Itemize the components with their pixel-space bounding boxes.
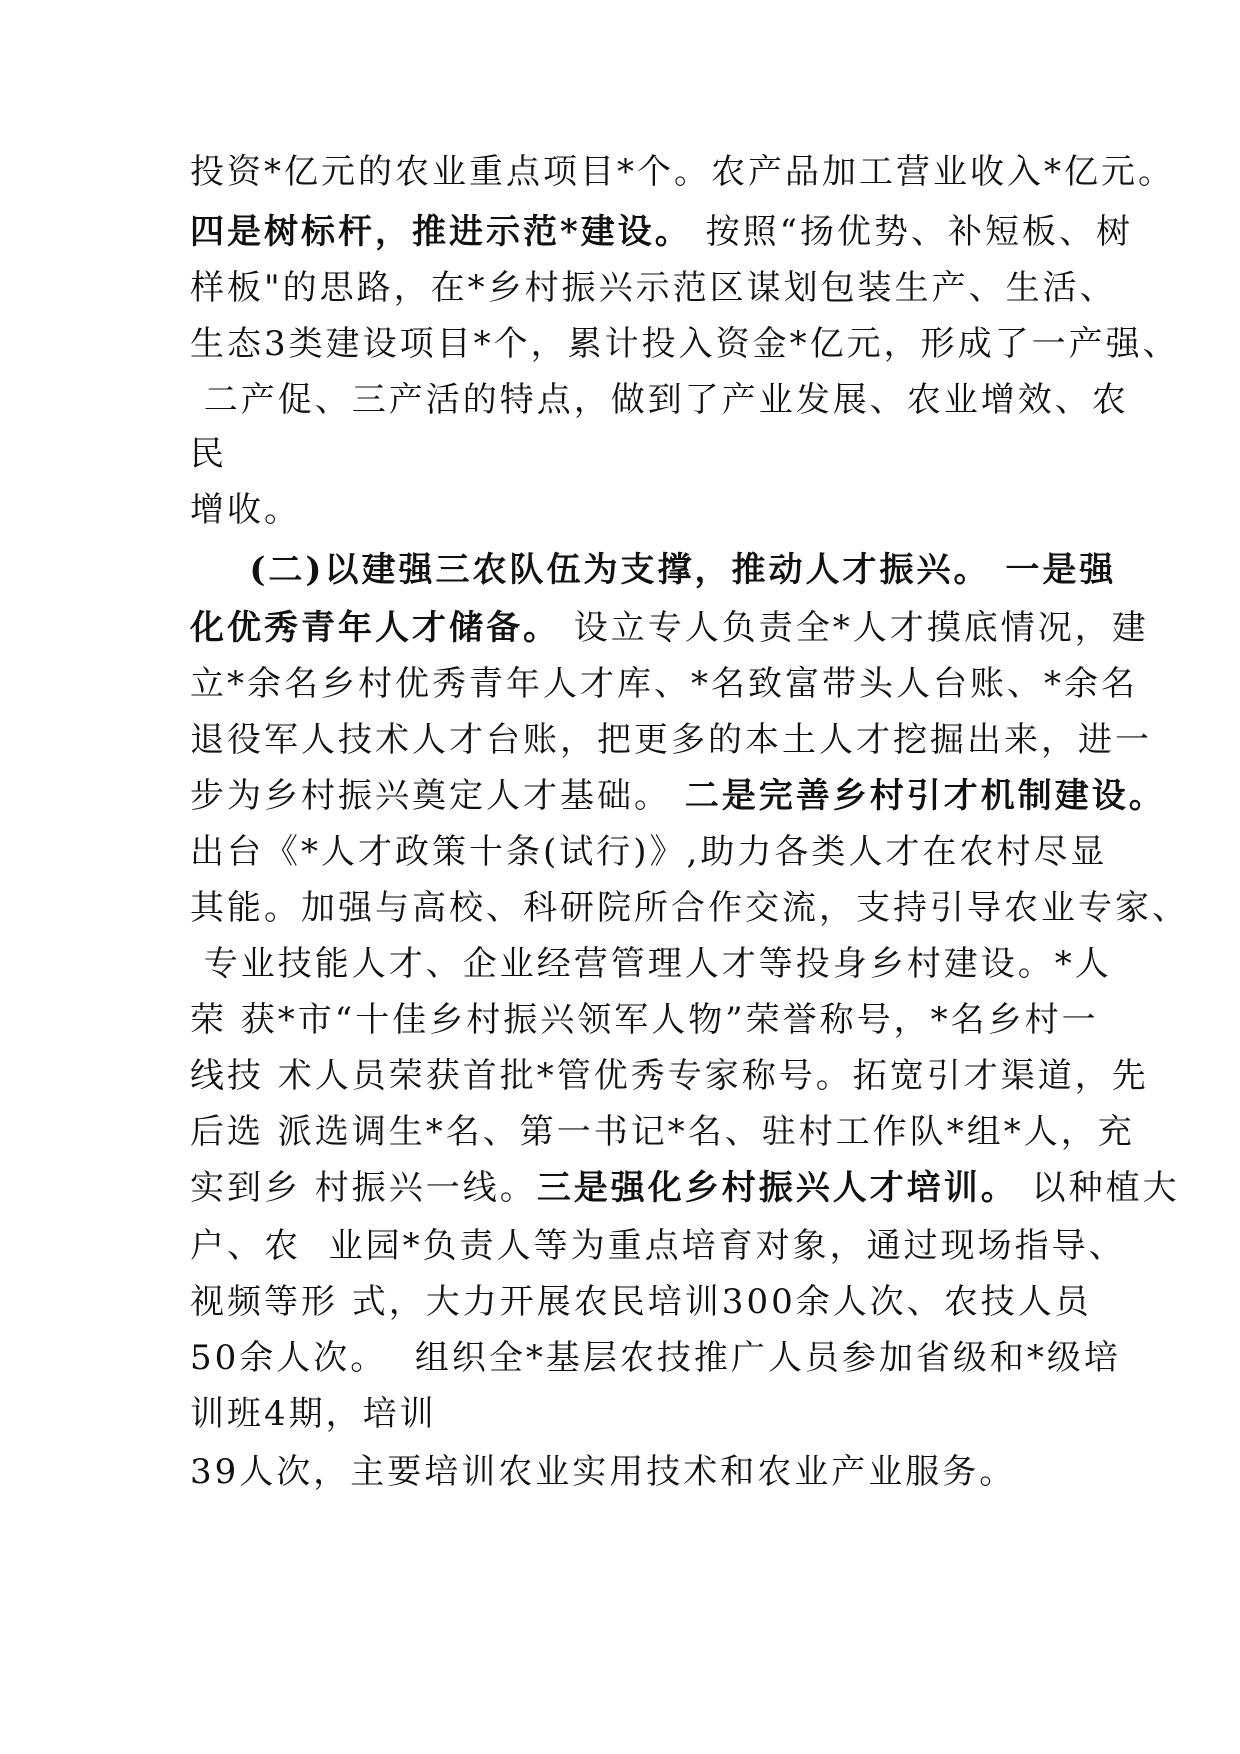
text-line [190,1112,1135,1152]
text-line [190,664,1138,704]
text-line [190,1394,1070,1434]
text-segment: 线技 术人员荣获首批*管优秀专家称号。拓宽引才渠道，先 [190,1056,1149,1096]
text-segment: 退役军人技术人才台账，把更多的本土人才挖掘出来，进一 [190,720,1152,760]
text-line [190,268,1117,308]
text-line [190,1000,1099,1040]
text-line [190,944,1112,984]
text-segment: 步为乡村振兴奠定人才基础。 [190,776,685,816]
text-line [190,212,1133,252]
text-segment: 其能。加强与高校、科研院所合作交流，支持引导农业专家、 [190,888,1189,928]
text-segment: 后选 派选调生*名、第一书记*名、驻村工作队*组*人，充 [190,1112,1135,1152]
text-line [190,1168,1180,1208]
text-segment: 投资*亿元的农业重点项目*个。农产品加工营业收入*亿元。 [190,152,1175,192]
text-line [190,720,1152,760]
text-segment: 立*余名乡村优秀青年人才库、*名致富带头人台账、*余名 [190,664,1138,704]
text-line [190,1282,1092,1322]
text-line [190,1056,1149,1096]
text-segment: 设立专人负责全*人才摸底情况，建 [560,608,1149,648]
text-line [190,832,1108,872]
text-line [190,434,1070,474]
text-segment: 增收。 [190,490,301,530]
bold-text-segment: 三是强化乡村振兴人才培训。 [536,1168,1018,1208]
text-line [190,324,1180,364]
text-segment: 出台《*人才政策十条(试行)》,助力各类人才在农村尽显 [190,832,1108,872]
text-line [190,1226,1126,1266]
text-line [190,1452,1070,1492]
text-segment: 荣 获*市“十佳乡村振兴领军人物”荣誉称号，*名乡村一 [190,1000,1099,1040]
text-segment: 39人次，主要培训农业实用技术和农业产业服务。 [190,1452,1017,1492]
text-line [190,1338,1121,1378]
text-segment: 实到乡 村振兴一线。 [190,1168,537,1208]
text-line [190,608,1149,648]
text-segment: 50余人次。 组织全*基层农技推广人员参加省级和*级培 [190,1338,1121,1378]
text-segment: 以种植大 [1017,1168,1180,1208]
text-line [190,550,1117,590]
bold-text-segment: 二是完善乡村引才机制建设。 [684,776,1166,816]
text-segment: 视频等形 式，大力开展农民培训300余人次、农技人员 [190,1282,1092,1322]
text-segment: 专业技能人才、企业经营管理人才等投身乡村建设。*人 [190,944,1112,984]
text-segment: 训班4期，培训 [190,1394,437,1434]
text-line [190,380,1129,420]
text-segment: 生态3类建设项目*个，累计投入资金*亿元，形成了一产强、 [190,324,1180,364]
text-segment: 二产促、三产活的特点，做到了产业发展、农业增效、农 [190,380,1129,420]
text-segment: 按照“扬优势、补短板、树 [691,212,1133,252]
text-line [190,776,1166,816]
bold-text-segment: 化优秀青年人才储备。 [190,608,560,648]
text-segment: 户、农 业园*负责人等为重点培育对象，通过现场指导、 [190,1226,1126,1266]
text-segment: 民 [190,434,227,474]
text-line [190,490,1070,530]
text-line [190,152,1175,192]
text-segment: 样板"的思路，在*乡村振兴示范区谋划包装生产、生活、 [190,268,1117,308]
bold-text-segment: (二)以建强三农队伍为支撑，推动人才振兴。 一是强 [190,550,1117,590]
bold-text-segment: 四是树标杆，推进示范*建设。 [190,212,692,252]
text-line [190,888,1189,928]
